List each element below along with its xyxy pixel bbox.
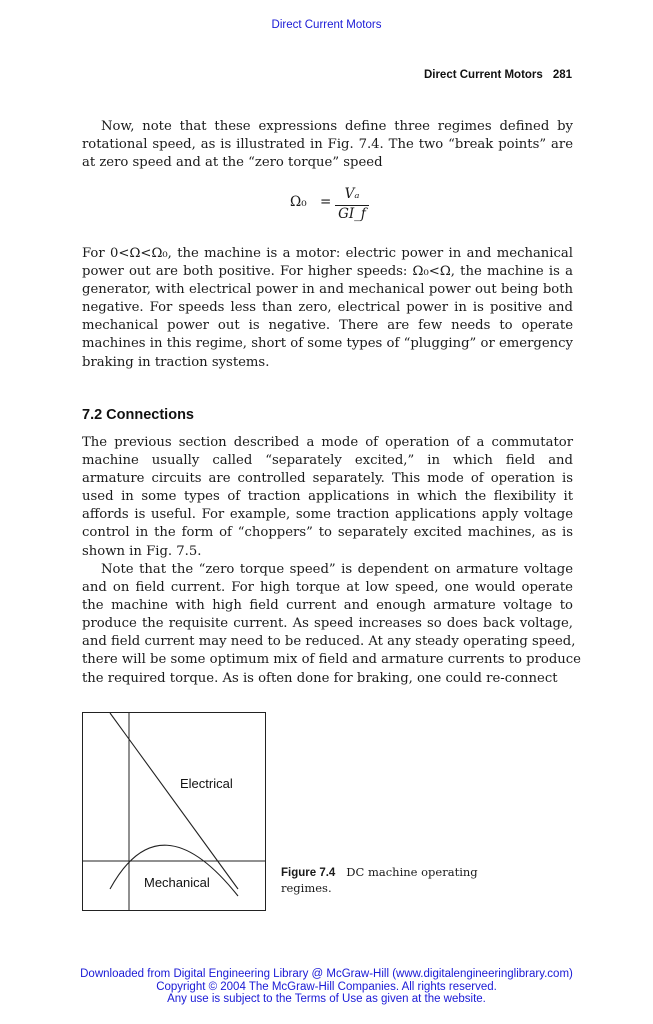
- text-line: shown in Fig. 7.5.: [82, 543, 202, 559]
- footer-notice: [0, 968, 653, 1006]
- footer-copyright: Copyright © 2004 The McGraw-Hill Companies. All rights reserved.: [156, 980, 497, 993]
- figure-caption-line: DC machine operating: [346, 865, 478, 879]
- running-head-title: Direct Current Motors: [423, 69, 543, 81]
- section-heading: 7.2 Connections: [82, 407, 194, 423]
- text-line: control in the form of “choppers” to separately excited machines, as is: [82, 525, 573, 541]
- text-line: produce the requisite current. As speed increases so does back voltage,: [82, 616, 573, 632]
- text-line: and field current may need to be reduced. At any steady operating speed,: [82, 634, 576, 650]
- text-line: braking in traction systems.: [82, 354, 270, 370]
- page-number: 281: [552, 69, 572, 81]
- text-line: the required torque. As is often done for braking, one could re-connect: [82, 670, 558, 686]
- text-line: and on field current. For high torque at low speed, one would operate: [82, 580, 573, 596]
- figure-caption-line: regimes.: [281, 881, 332, 895]
- footer-download-link[interactable]: Downloaded from Digital Engineering Library @ McGraw-Hill (www.digitalengineeringlibrary.com): [80, 968, 573, 980]
- text-line: mechanical power out is negative. There are few needs to operate: [82, 318, 573, 334]
- paragraph-connections: [82, 434, 573, 561]
- running-head: [82, 69, 572, 81]
- text-line: power out are both positive. For higher speeds: Ω₀<Ω, the machine is a: [82, 264, 573, 280]
- equation-denominator: GI_f: [338, 206, 366, 222]
- label-electrical: Electrical: [180, 776, 233, 791]
- equation-numerator: Vₐ: [344, 186, 360, 202]
- top-banner-title: Direct Current Motors: [271, 19, 382, 31]
- figure-operating-regimes: [82, 712, 266, 912]
- footer-terms: Any use is subject to the Terms of Use as given at the website.: [167, 993, 486, 1005]
- figure-caption-label: Figure 7.4: [281, 867, 336, 879]
- paragraph-motor-generator: [82, 245, 573, 372]
- figure-caption: [281, 865, 478, 896]
- text-line: Note that the “zero torque speed” is dependent on armature voltage: [101, 562, 573, 577]
- text-line: there will be some optimum mix of field and armature currents to produce: [82, 652, 581, 668]
- text-line: machines in this regime, short of some types of “plugging” or emergency: [82, 336, 573, 352]
- equation-lhs: Ω₀: [290, 194, 307, 210]
- text-line: For 0<Ω<Ω₀, the machine is a motor: electric power in and mechanical: [82, 246, 573, 261]
- text-line: armature circuits are controlled separately. This mode of operation is: [82, 471, 573, 487]
- text-line: generator, with electrical power in and mechanical power out being both: [82, 282, 573, 298]
- equation-equals: =: [320, 194, 332, 210]
- paragraph-regimes: [82, 118, 573, 172]
- text-line: The previous section described a mode of operation of a commutator: [82, 435, 573, 450]
- paragraph-zero-torque: [82, 561, 581, 688]
- text-line: machine usually called “separately excited,” in which field and: [82, 453, 573, 469]
- text-line: used in some types of traction applications in which the flexibility it: [82, 489, 573, 505]
- text-line: at zero speed and at the “zero torque” speed: [82, 155, 383, 171]
- text-line: rotational speed, as is illustrated in Fig. 7.4. The two “break points” are: [82, 137, 573, 153]
- text-line: negative. For speeds less than zero, electrical power in is positive and: [82, 300, 573, 316]
- text-line: affords is useful. For example, some traction applications apply voltage: [82, 507, 573, 523]
- text-line: Now, note that these expressions define three regimes defined by: [101, 119, 573, 134]
- text-line: the machine with high field current and enough armature voltage to: [82, 598, 573, 614]
- label-mechanical: Mechanical: [144, 875, 210, 890]
